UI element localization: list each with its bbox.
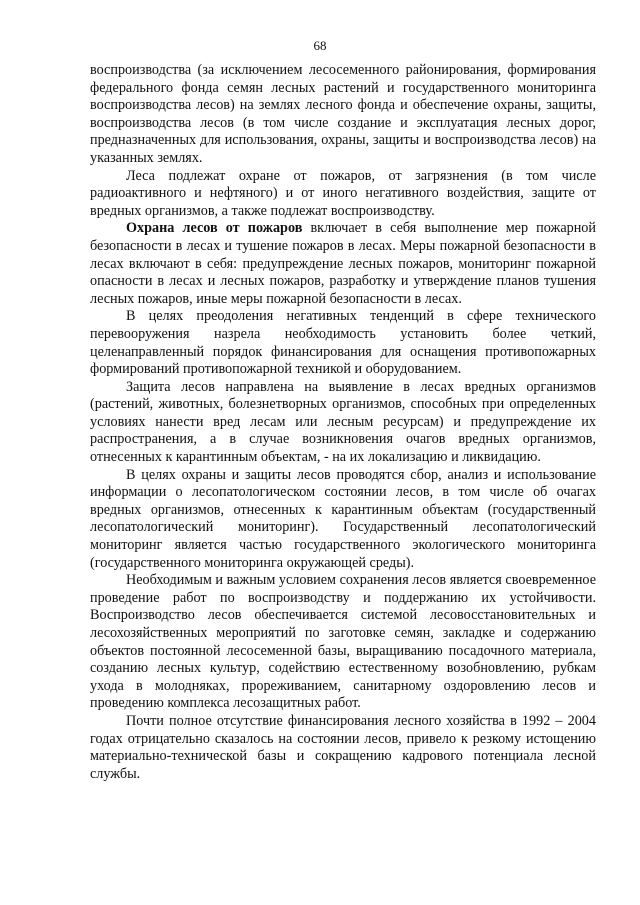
paragraph-5 — [90, 379, 596, 467]
paragraph-text: В целях охраны и защиты лесов проводятся сбор, анализ и использование информации о лесопатологическом состоянии лесов, в том числе об очагах вредных организмов, отнесенных к карантинным объектам (государственный лесопатологический мониторинг). Государственный лесопатологический мониторинг является частью государственного экологического мониторинга (государственного мониторинга окружающей среды). — [90, 466, 596, 571]
paragraph-text: воспроизводства (за исключением лесосеменного районирования, формирования федерального фонда семян лесных растений и государственного мониторинга воспроизводства лесов) на землях лесного фонда и обеспечение охраны, защиты, воспроизводства лесов (в том числе создание и эксплуатация лесных дорог, предназначенных для использования, охраны, защиты и воспроизводства лесов) на указанных землях. — [90, 62, 596, 166]
paragraph-4 — [90, 308, 596, 378]
paragraph-2 — [90, 168, 596, 221]
paragraph-3 — [90, 220, 596, 308]
paragraph-text: Почти полное отсутствие финансирования лесного хозяйства в 1992 – 2004 годах отрицательно сказалось на состоянии лесов, привело к резкому истощению материально-технической базы и сокращению кадрового потенциала лесной службы. — [90, 712, 596, 782]
paragraph-text: Необходимым и важным условием сохранения лесов является своевременное проведение работ по воспроизводству и поддержанию их устойчивости. Воспроизводство лесов обеспечивается системой лесовосстановительных и лесохозяйственных мероприятий по заготовке семян, закладке и содержанию объектов постоянной лесосеменной базы, выращиванию посадочного материала, созданию лесных культур, содействию естественному возобновлению, рубкам ухода в молодняках, прореживанием, санитарному оздоровлению лесов и проведению комплекса лесозащитных работ. — [90, 572, 596, 712]
page-number: 68 — [313, 38, 327, 53]
paragraph-text: включает в себя выполнение мер пожарной безопасности в лесах и тушение пожаров в лесах. Меры пожарной безопасности в лесах включают в себя: предупреждение лесных пожаров, мониторинг пожарной опасности в лесах и лесных пожаров, разработку и утверждение планов тушения лесных пожаров, иные меры пожарной безопасности в лесах. — [90, 220, 596, 307]
paragraph-bold-lead: Охрана лесов от пожаров — [126, 220, 303, 237]
paragraph-8 — [90, 713, 596, 783]
paragraph-text: Защита лесов направлена на выявление в лесах вредных организмов (растений, животных, болезнетворных организмов, способных при определенных условиях нанести вред лесам или лесным ресурсам) и предупреждение их распространения, а в случае возникновения очагов вредных организмов, отнесенных к карантинным объектам, - на их локализацию и ликвидацию. — [90, 378, 596, 466]
paragraph-text: В целях преодоления негативных тенденций в сфере технического перевооружения назрела необходимость установить более четкий, целенаправленный порядок финансирования для оснащения противопожарных формирований противопожарной техникой и оборудованием. — [90, 308, 596, 378]
paragraph-text: Леса подлежат охране от пожаров, от загрязнения (в том числе радиоактивного и нефтяного) и от иного негативного воздействия, защите от вредных организмов, а также подлежат воспроизводству. — [90, 167, 596, 219]
paragraph-7 — [90, 572, 596, 713]
paragraph-6 — [90, 467, 596, 573]
paragraph-1 — [90, 62, 596, 168]
body-text — [90, 62, 596, 783]
